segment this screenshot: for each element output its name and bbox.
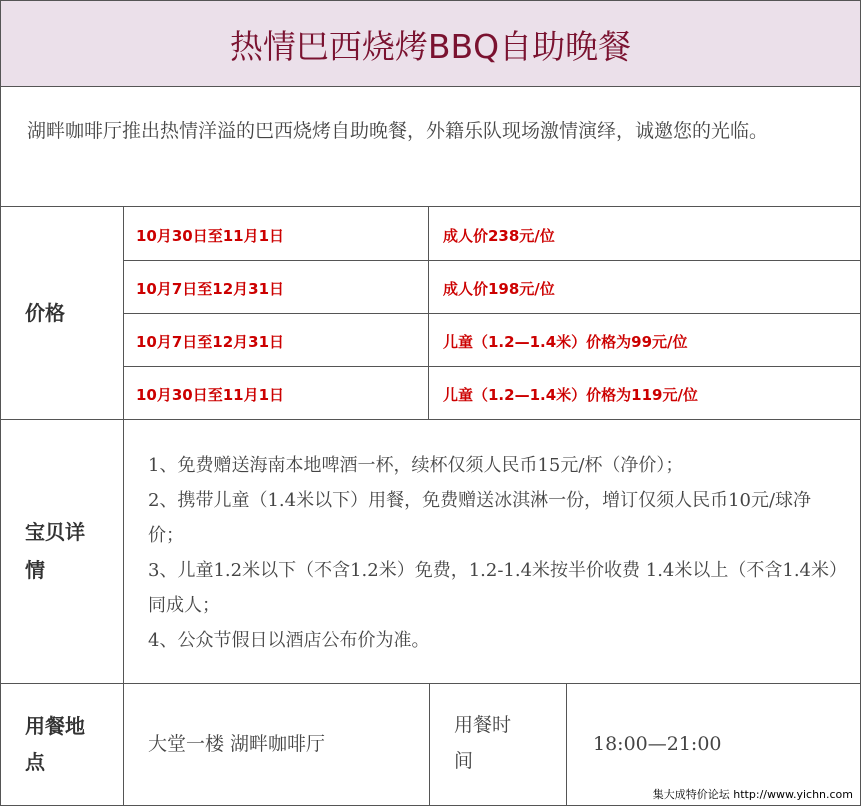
price-row-date-cell	[123, 366, 429, 420]
details-item: 3、儿童1.2米以下（不含1.2米）免费，1.2-1.4米按半价收费 1.4米以上（不含1.4米）同成人；	[148, 560, 839, 616]
price-row-price: 成人价198元/位	[443, 280, 555, 298]
location-label-cell	[0, 683, 124, 806]
time-label-line2: 间	[454, 750, 474, 772]
price-row-price-cell	[428, 260, 861, 314]
details-label-line2: 情	[25, 558, 45, 582]
price-row-date: 10月30日至11月1日	[136, 227, 285, 245]
details-list	[148, 448, 838, 658]
time-label-line1: 用餐时	[454, 714, 512, 736]
details-label-cell	[0, 419, 124, 684]
details-item: 4、公众节假日以酒店公布价为准。	[148, 630, 430, 651]
price-row-date-cell	[123, 313, 429, 367]
price-row-price: 儿童（1.2—1.4米）价格为99元/位	[443, 333, 688, 351]
price-row-price-cell	[428, 366, 861, 420]
details-label-line1: 宝贝详	[25, 520, 85, 544]
location-value-cell	[123, 683, 430, 806]
page-title: 热情巴西烧烤BBQ自助晚餐	[229, 27, 632, 66]
location-label-line2: 点	[25, 750, 45, 774]
details-item: 2、携带儿童（1.4米以下）用餐，免费赠送冰淇淋一份，增订仅须人民币10元/球净价；	[148, 490, 812, 546]
details-item: 1、免费赠送海南本地啤酒一杯，续杯仅须人民币15元/杯（净价）；	[148, 455, 684, 476]
intro-section	[0, 86, 861, 207]
price-label: 价格	[25, 301, 65, 325]
location-value: 大堂一楼 湖畔咖啡厅	[148, 733, 326, 755]
price-row-price-cell	[428, 206, 861, 261]
time-value: 18:00—21:00	[593, 733, 722, 755]
time-label-cell	[429, 683, 567, 806]
price-label-cell	[0, 206, 124, 420]
title-banner	[0, 0, 861, 87]
location-label-line1: 用餐地	[25, 714, 85, 738]
price-row-date: 10月7日至12月31日	[136, 280, 285, 298]
price-row-price: 成人价238元/位	[443, 227, 555, 245]
price-row-date-cell	[123, 206, 429, 261]
footer-watermark: 集大成特价论坛 http://www.yichn.com	[652, 788, 853, 801]
intro-text: 湖畔咖啡厅推出热情洋溢的巴西烧烤自助晚餐，外籍乐队现场激情演绎，诚邀您的光临。	[27, 120, 769, 142]
price-row-date-cell	[123, 260, 429, 314]
price-row-price: 儿童（1.2—1.4米）价格为119元/位	[443, 386, 698, 404]
price-row-price-cell	[428, 313, 861, 367]
price-row-date: 10月7日至12月31日	[136, 333, 285, 351]
price-row-date: 10月30日至11月1日	[136, 386, 285, 404]
